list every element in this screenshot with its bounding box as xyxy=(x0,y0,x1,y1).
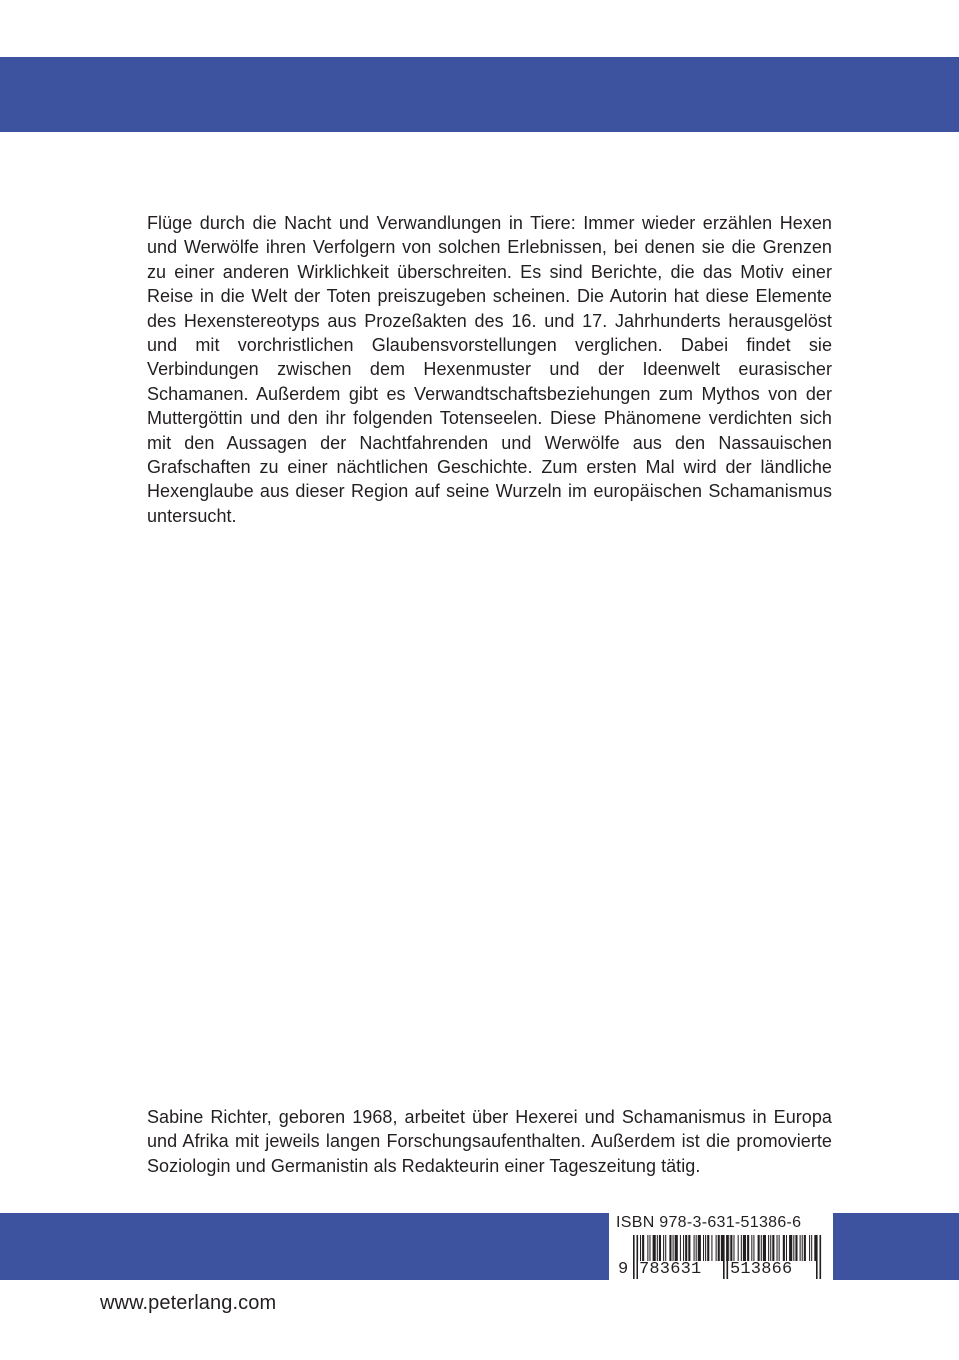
barcode-bar xyxy=(659,1235,661,1261)
barcode-bar xyxy=(675,1235,678,1261)
barcode-bar xyxy=(680,1235,681,1261)
barcode-bar xyxy=(733,1235,734,1261)
bottom-color-band-right xyxy=(833,1213,959,1280)
barcode-bar xyxy=(768,1235,769,1261)
bottom-color-band-left xyxy=(0,1213,609,1280)
isbn-label: ISBN 978-3-631-51386-6 xyxy=(616,1214,802,1231)
barcode-bar xyxy=(707,1235,709,1261)
blurb-paragraph: Flüge durch die Nacht und Verwandlungen in Tiere: Immer wieder erzählen Hexen und Werwölfe ihren Verfolgern von solchen Erlebnissen, bei denen sie die Grenzen zu einer anderen Wirklichkeit überschreiten. Es sind Berichte, die das Motiv einer Reise in die Welt der Toten preiszugeben scheinen. Die Autorin hat diese Elemente des Hexenstereotyps aus Prozeßakten des 16. und 17. Jahrhunderts herausgelöst und mit vorchristlichen Glaubensvorstellungen verglichen. Dabei findet sie Verbindungen zwischen dem Hexenmuster und der Ideenwelt eurasischer Schamanen. Außerdem gibt es Verwandtschaftsbeziehungen zum Mythos von der Muttergöttin und den ihr folgenden Totenseelen. Diese Phänomene verdichten sich mit den Aussagen der Nachtfahrenden und Werwölfe aus den Nassauischen Grafschaften zu einer nächtlichen Geschichte. Zum ersten Mal wird der ländliche Hexenglaube aus dieser Region auf seine Wurzeln im europäischen Schamanismus untersucht. xyxy=(147,213,832,526)
barcode-bar xyxy=(738,1235,739,1261)
barcode-bar xyxy=(777,1235,778,1261)
barcode-bar xyxy=(698,1235,701,1261)
barcode-bar xyxy=(741,1235,742,1261)
barcode-bar xyxy=(811,1235,812,1261)
barcode-guard-bar xyxy=(633,1235,635,1279)
barcode-bar xyxy=(711,1235,712,1261)
barcode-bar xyxy=(683,1235,684,1261)
barcode-bar xyxy=(804,1235,806,1261)
barcode-bar xyxy=(800,1235,801,1261)
author-bio-paragraph: Sabine Richter, geboren 1968, arbeitet über Hexerei und Schamanismus in Europa und Afrika mit jeweils langen Forschungsaufenthalten. Außerdem ist die promovierte Soziologin und Germanistin als Redakteurin einer Tageszeitung tätig. xyxy=(147,1107,832,1176)
publisher-url: www.peterlang.com xyxy=(100,1292,277,1314)
barcode-bar xyxy=(779,1235,780,1261)
barcode-bar xyxy=(705,1235,706,1261)
barcode-bar xyxy=(718,1235,720,1261)
barcode-guard-bar xyxy=(816,1235,818,1279)
barcode-bar xyxy=(751,1235,752,1261)
barcode-bar xyxy=(688,1235,690,1261)
barcode-guard-bar xyxy=(820,1235,822,1279)
barcode-bar xyxy=(758,1235,760,1261)
barcode-digits-right: 513866 xyxy=(730,1260,793,1279)
barcode-bar xyxy=(703,1235,704,1261)
barcode-bar xyxy=(786,1235,787,1261)
barcode-bar xyxy=(663,1235,664,1261)
barcode-guard-bar xyxy=(727,1235,729,1279)
barcode-bar xyxy=(649,1235,650,1261)
barcode-bar xyxy=(753,1235,754,1261)
barcode-bar xyxy=(642,1235,644,1261)
barcode-bar xyxy=(770,1235,771,1261)
barcode-bar xyxy=(747,1235,749,1261)
barcode-bar xyxy=(772,1235,774,1261)
barcode-bar xyxy=(761,1235,762,1261)
barcode-bar xyxy=(802,1235,803,1261)
barcode-guard-bar xyxy=(723,1235,725,1279)
barcode-bar xyxy=(640,1235,641,1261)
barcode-bar xyxy=(789,1235,792,1261)
barcode-bar xyxy=(665,1235,666,1261)
barcode-bar xyxy=(694,1235,695,1261)
barcode-bar xyxy=(716,1235,717,1261)
barcode-bar xyxy=(669,1235,671,1261)
barcode-bar xyxy=(685,1235,687,1261)
barcode-bar xyxy=(809,1235,810,1261)
barcode-bar xyxy=(647,1235,648,1261)
isbn-barcode-block xyxy=(609,1213,833,1280)
barcode-bar xyxy=(653,1235,656,1261)
top-color-band xyxy=(0,57,959,132)
barcode-bar xyxy=(673,1235,674,1261)
barcode-bar xyxy=(696,1235,697,1261)
barcode-bar xyxy=(657,1235,658,1261)
barcode-first-digit: 9 xyxy=(618,1260,629,1279)
barcode-digits-left: 783631 xyxy=(639,1260,702,1279)
barcode-bar xyxy=(763,1235,766,1261)
barcode-bar xyxy=(728,1235,729,1261)
barcode-bar xyxy=(793,1235,794,1261)
barcode-bar xyxy=(795,1235,797,1261)
barcode-bar xyxy=(783,1235,785,1261)
barcode-bar xyxy=(743,1235,746,1261)
barcode-bar xyxy=(730,1235,732,1261)
